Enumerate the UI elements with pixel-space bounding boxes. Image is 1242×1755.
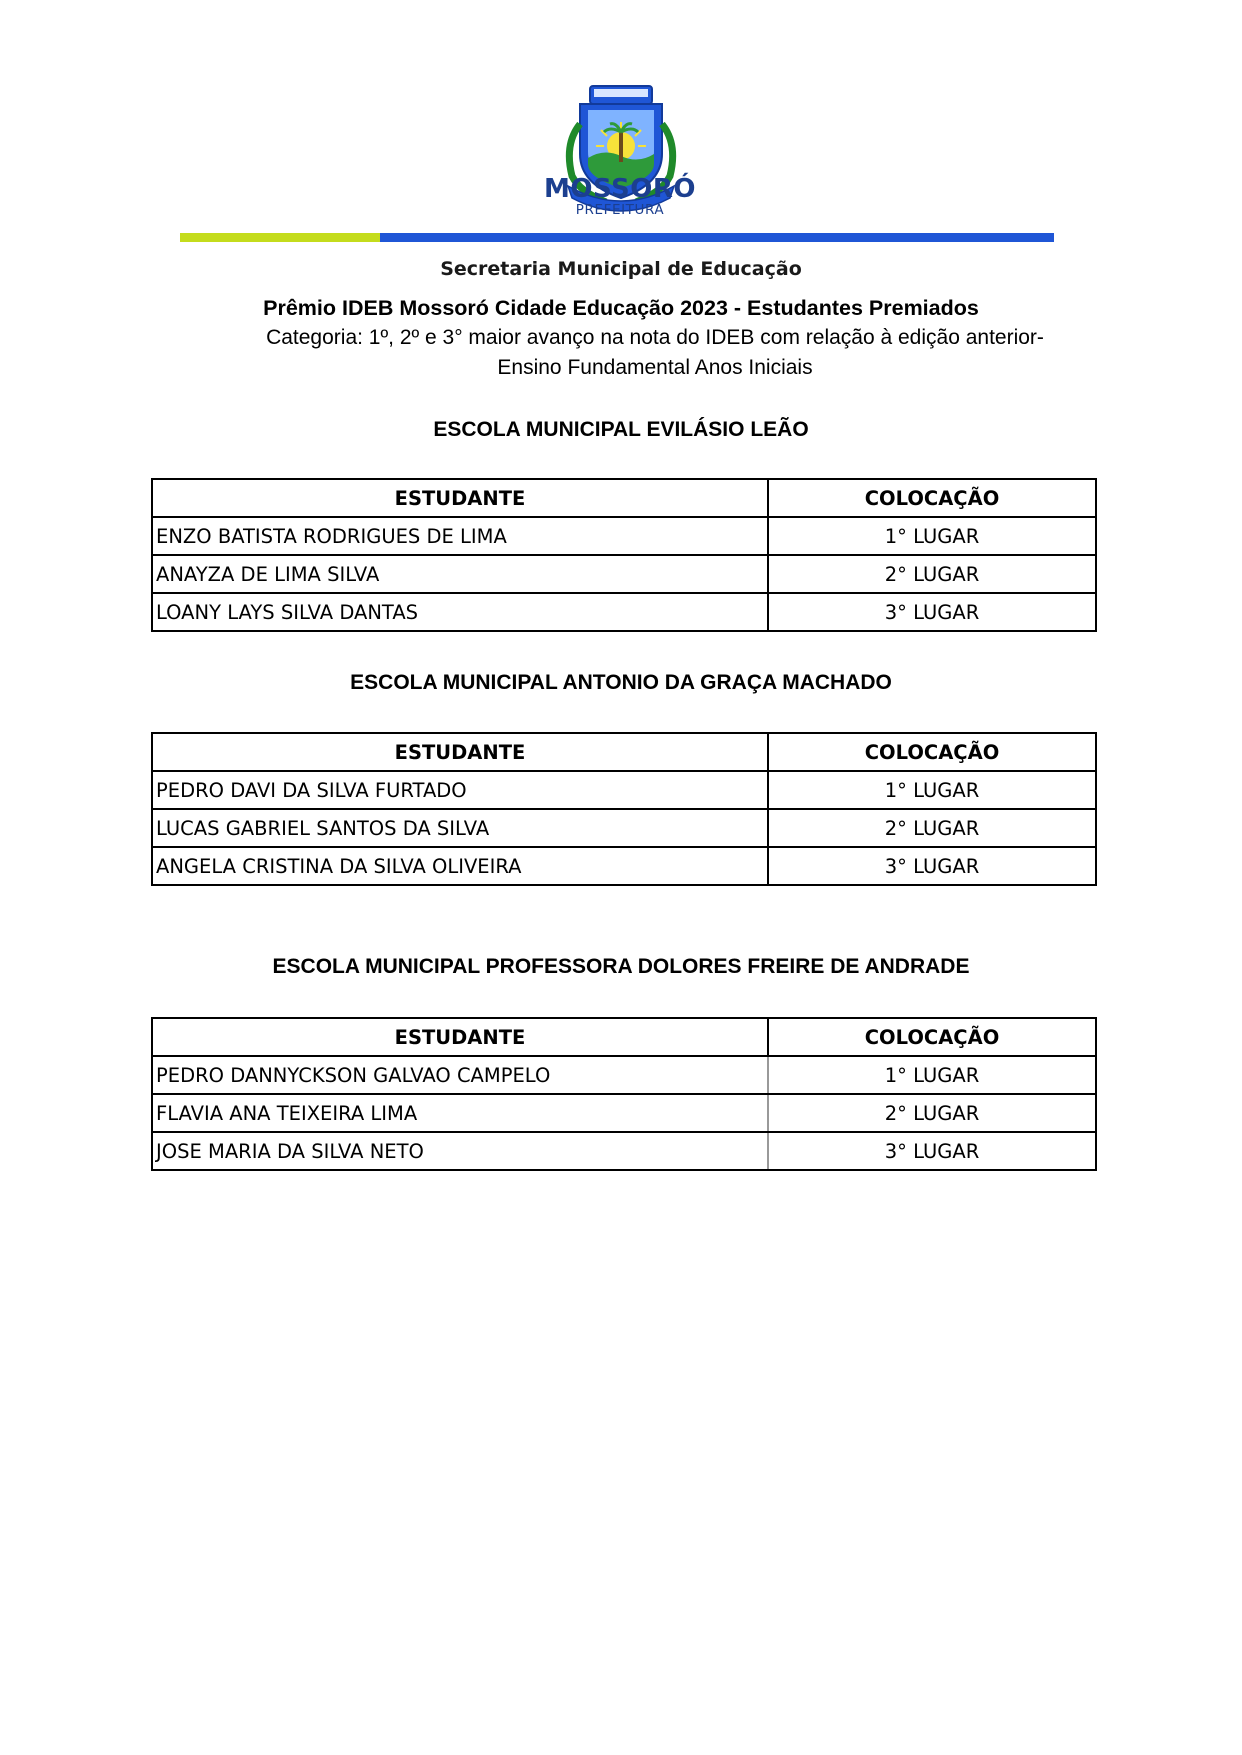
table-row	[152, 517, 1096, 555]
student-name: ANGELA CRISTINA DA SILVA OLIVEIRA	[152, 847, 768, 885]
placement: 2° LUGAR	[768, 809, 1096, 847]
placement: 3° LUGAR	[768, 593, 1096, 631]
placement: 2° LUGAR	[768, 1094, 1096, 1132]
placement: 2° LUGAR	[768, 555, 1096, 593]
student-name: ENZO BATISTA RODRIGUES DE LIMA	[152, 517, 768, 555]
table-row	[152, 809, 1096, 847]
results-table	[151, 478, 1097, 632]
column-header-student: ESTUDANTE	[152, 733, 768, 771]
results-table	[151, 1017, 1097, 1171]
table-row	[152, 771, 1096, 809]
table-header-row	[152, 479, 1096, 517]
school-heading: ESCOLA MUNICIPAL PROFESSORA DOLORES FREIRE DE ANDRADE	[272, 955, 970, 978]
table-header-row	[152, 733, 1096, 771]
placement: 3° LUGAR	[768, 847, 1096, 885]
header-divider-blue	[380, 233, 1054, 242]
student-name: PEDRO DAVI DA SILVA FURTADO	[152, 771, 768, 809]
table-row	[152, 847, 1096, 885]
column-header-placement: COLOCAÇÃO	[768, 1018, 1096, 1056]
column-header-placement: COLOCAÇÃO	[768, 479, 1096, 517]
student-name: FLAVIA ANA TEIXEIRA LIMA	[152, 1094, 768, 1132]
school-heading: ESCOLA MUNICIPAL ANTONIO DA GRAÇA MACHADO	[350, 671, 892, 694]
table-row	[152, 1056, 1096, 1094]
table-row	[152, 1132, 1096, 1170]
placement: 1° LUGAR	[768, 517, 1096, 555]
logo-wordmark: MOSSORÓ	[544, 174, 696, 204]
column-header-placement: COLOCAÇÃO	[768, 733, 1096, 771]
document-title: Prêmio IDEB Mossoró Cidade Educação 2023 - Estudantes Premiados	[263, 296, 979, 320]
logo-subtitle: PREFEITURA	[575, 202, 665, 218]
placement: 3° LUGAR	[768, 1132, 1096, 1170]
column-header-student: ESTUDANTE	[152, 1018, 768, 1056]
student-name: LUCAS GABRIEL SANTOS DA SILVA	[152, 809, 768, 847]
table-header-row	[152, 1018, 1096, 1056]
placement: 1° LUGAR	[768, 771, 1096, 809]
results-table	[151, 732, 1097, 886]
table-row	[152, 555, 1096, 593]
category-line: Categoria: 1º, 2º e 3° maior avanço na nota do IDEB com relação à edição anterior-	[266, 326, 1044, 349]
header-divider-green	[180, 233, 380, 242]
table-row	[152, 1094, 1096, 1132]
student-name: PEDRO DANNYCKSON GALVAO CAMPELO	[152, 1056, 768, 1094]
school-heading: ESCOLA MUNICIPAL EVILÁSIO LEÃO	[433, 418, 809, 441]
placement: 1° LUGAR	[768, 1056, 1096, 1094]
department-title: Secretaria Municipal de Educação	[440, 258, 802, 280]
student-name: ANAYZA DE LIMA SILVA	[152, 555, 768, 593]
student-name: JOSE MARIA DA SILVA NETO	[152, 1132, 768, 1170]
education-level-line: Ensino Fundamental Anos Iniciais	[497, 356, 813, 379]
student-name: LOANY LAYS SILVA DANTAS	[152, 593, 768, 631]
table-row	[152, 593, 1096, 631]
column-header-student: ESTUDANTE	[152, 479, 768, 517]
